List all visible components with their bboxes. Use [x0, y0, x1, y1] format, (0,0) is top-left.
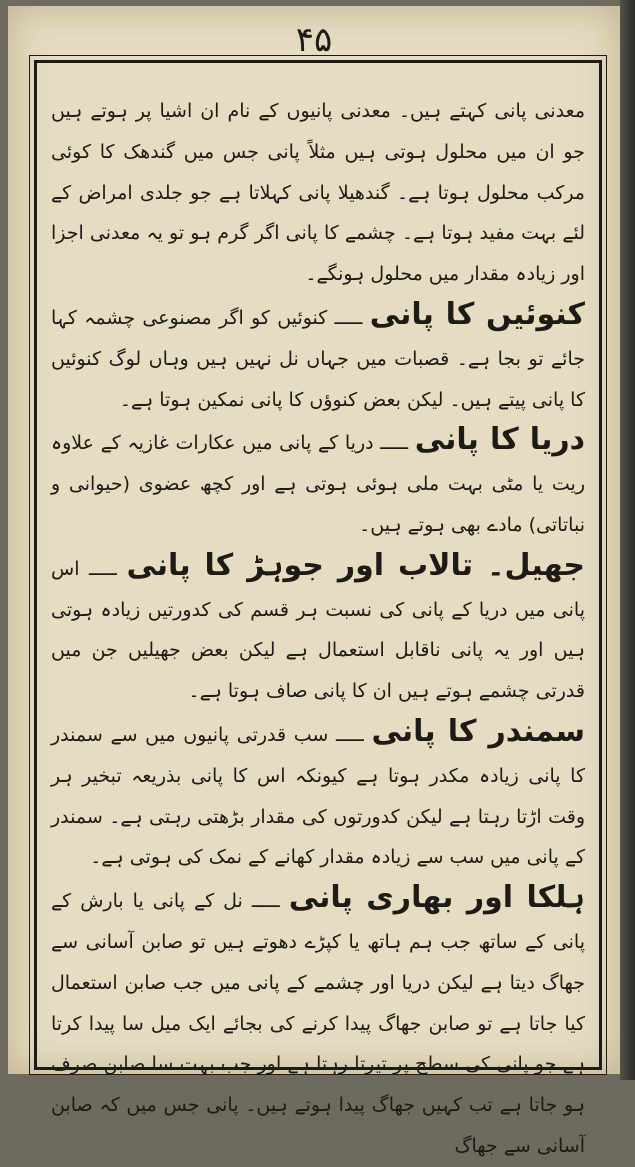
book-page — [8, 6, 620, 1157]
section-heading: ہلکا اور بھاری پانی — [288, 880, 585, 916]
book-spine — [620, 0, 635, 1080]
paragraph-text: کنوئیں کو اگر مصنوعی چشمہ کہا جائے تو بجا ہے۔ قصبات میں جہاں نل نہیں ہیں وہاں لوگ کنوئیں کا پانی پیتے ہیں۔ لیکن بعض کنوؤں کا پانی نمکین ہوتا ہے۔ — [51, 306, 585, 411]
paragraph-lake-water: جھیل۔ تالاب اور جوہڑ کا پانی ـــــ اس پانی میں دریا کے پانی کی نسبت ہر قسم کی کدورتیں زیادہ ہوتی ہیں اور یہ پانی ناقابل استعمال ہے لیکن بعض جھیلیں جن میں قدرتی چشمے ہوتے ہیں ان کا پانی صاف ہوتا ہے۔ — [51, 547, 585, 703]
section-heading: جھیل۔ تالاب اور جوہڑ کا پانی — [126, 547, 585, 583]
paragraph-text: سب قدرتی پانیوں میں سے سمندر کا پانی زیادہ مکدر ہوتا ہے کیونکہ اس کا پانی بذریعہ تبخیر ہر وقت اڑتا رہتا ہے لیکن کدورتوں کی مقدار بڑھتی رہتی ہے۔ سمندر کے پانی میں سب سے زیادہ مقدار کھانے کے نمک کی ہوتی ہے۔ — [51, 723, 585, 869]
paragraph-text: اس پانی میں دریا کے پانی کی نسبت ہر قسم کی کدورتیں زیادہ ہوتی ہیں اور یہ پانی ناقابل استعمال ہے لیکن بعض جھیلیں جن میں قدرتی چشمے ہوتے ہیں ان کا پانی صاف ہوتا ہے۔ — [51, 557, 585, 703]
paragraph-text: دریا کے پانی میں عکارات غازیہ کے علاوہ ریت یا مٹی بہت ملی ہوئی ہوتی ہے اور کچھ عضوی (حیوانی و نباتاتی) مادے بھی ہوتے ہیں۔ — [51, 432, 585, 536]
page-number: ۴۵ — [295, 20, 333, 60]
paragraph-river-water: دریا کا پانی ـــــ دریا کے پانی میں عکارات غازیہ کے علاوہ ریت یا مٹی بہت ملی ہوئی ہوتی ہے اور کچھ عضوی (حیوانی و نباتاتی) مادے بھی ہوتے ہیں۔ — [51, 422, 585, 536]
text-frame — [34, 60, 602, 1157]
paragraph-well-water: کنوئیں کا پانی ـــــ کنوئیں کو اگر مصنوعی چشمہ کہا جائے تو بجا ہے۔ قصبات میں جہاں نل نہیں ہیں وہاں لوگ کنوئیں کا پانی پیتے ہیں۔ لیکن بعض کنوؤں کا پانی نمکین ہوتا ہے۔ — [51, 296, 585, 411]
paragraph-text: معدنی پانی کہتے ہیں۔ معدنی پانیوں کے نام ان اشیا پر ہوتے ہیں جو ان میں محلول ہوتی ہیں مثلاً پانی جس میں گندھک کا کوئی مرکب محلول ہوتا ہے۔ گندھیلا پانی کہلاتا ہے جو جلدی امراض کے لئے بہت مفید ہوتا ہے۔ چشمے کا پانی اگر گرم ہو تو یہ معدنی اجزا اور زیادہ مقدار میں محلول ہونگے۔ — [51, 100, 585, 286]
section-heading: دریا کا پانی — [414, 422, 585, 458]
section-heading: سمندر کا پانی — [371, 713, 585, 749]
paragraph-sea-water: سمندر کا پانی ـــــ سب قدرتی پانیوں میں سے سمندر کا پانی زیادہ مکدر ہوتا ہے کیونکہ اس کا پانی بذریعہ تبخیر ہر وقت اڑتا رہتا ہے لیکن کدورتوں کی مقدار بڑھتی رہتی ہے۔ سمندر کے پانی میں سب سے زیادہ مقدار کھانے کے نمک کی ہوتی ہے۔ — [51, 713, 585, 869]
section-heading: کنوئیں کا پانی — [369, 296, 585, 332]
paragraph-soft-hard-water: ہلکا اور بھاری پانی ـــــ نل کے پانی یا بارش کے پانی کے ساتھ جب ہم ہاتھ یا کپڑے دھوتے ہیں تو صابن آسانی سے جھاگ دیتا ہے لیکن دریا اور چشمے کے پانی میں جب صابن استعمال کیا جاتا ہے تو صابن جھاگ پیدا کرنے کی بجائے ایک میل سا پیدا کرتا ہے جو پانی کی سطح پر تیرتا رہتا ہے اور جب بہت سا صابن صرف ہو جاتا ہے تب کہیں جھاگ پیدا ہوتے ہیں۔ پانی جس میں کہ صابن آسانی سے جھاگ — [51, 880, 585, 1157]
paragraph-mineral-water — [51, 91, 585, 295]
paragraph-text: نل کے پانی یا بارش کے پانی کے ساتھ جب ہم ہاتھ یا کپڑے دھوتے ہیں تو صابن آسانی سے جھاگ دیتا ہے لیکن دریا اور چشمے کے پانی میں جب صابن استعمال کیا جاتا ہے تو صابن جھاگ پیدا کرنے کی بجائے ایک میل سا پیدا کرتا ہے جو پانی کی سطح پر تیرتا رہتا ہے اور جب بہت سا صابن صرف ہو جاتا ہے تب کہیں جھاگ پیدا ہوتے ہیں۔ پانی جس میں کہ صابن آسانی سے جھاگ — [51, 890, 585, 1157]
page-body — [51, 91, 585, 1167]
